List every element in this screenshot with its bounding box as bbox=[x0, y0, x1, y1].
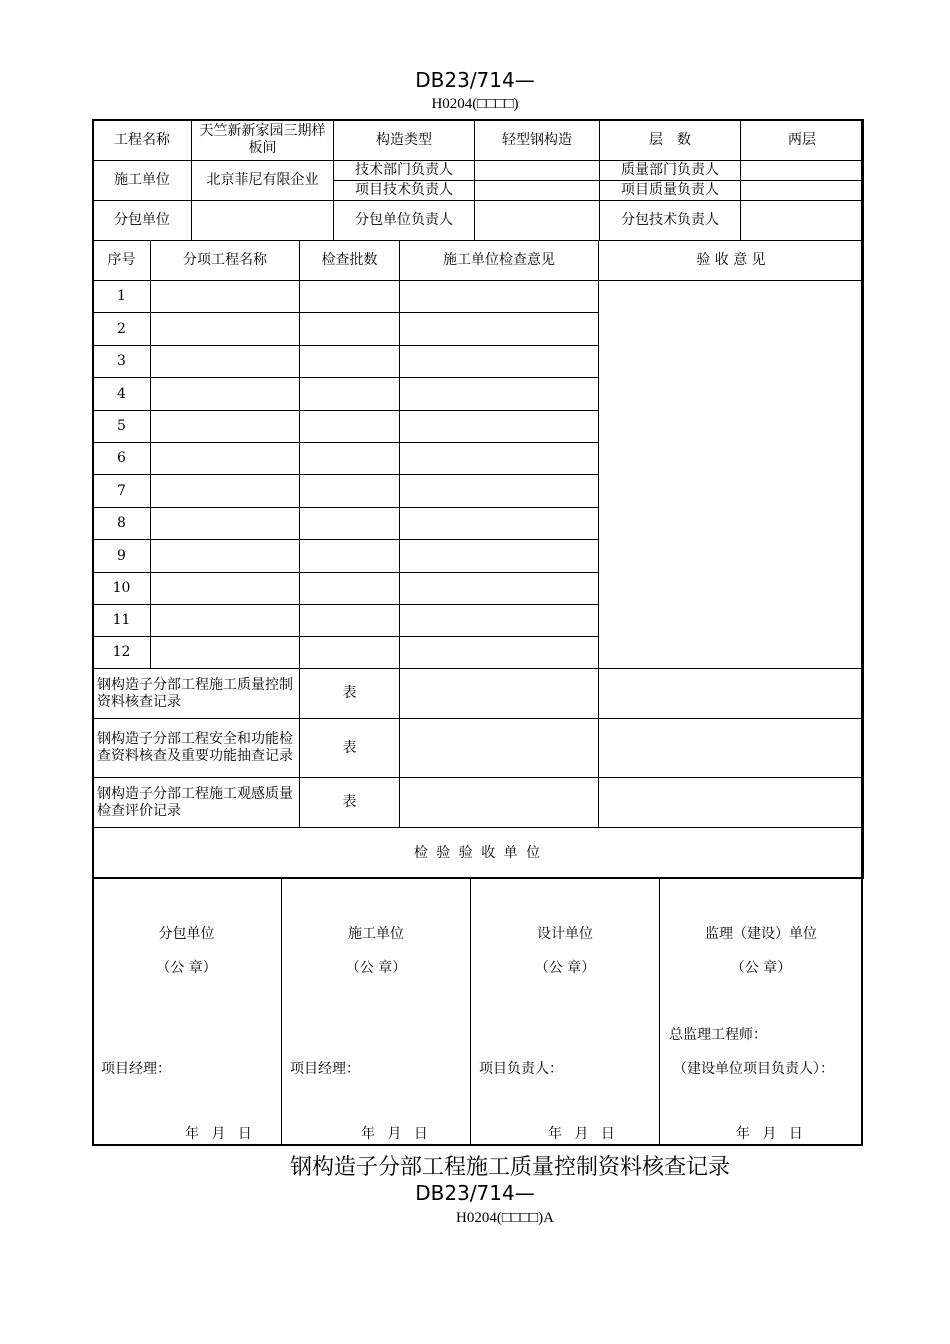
acceptance-units-title: 检 验 验 收 单 位 bbox=[93, 828, 864, 879]
footer-title: 钢构造子分部工程施工质量控制资料核查记录 bbox=[289, 1155, 730, 1180]
sub-tech-label: 分包技术负责人 bbox=[600, 201, 741, 241]
col-acceptance-opinion: 验 收 意 见 bbox=[599, 241, 864, 281]
sig-unit: 监理（建设）单位 bbox=[705, 926, 817, 942]
row-seq: 9 bbox=[93, 540, 151, 573]
row-seq: 10 bbox=[93, 573, 151, 605]
form-subcode: H0204(□□□□) bbox=[431, 96, 519, 112]
project-quality-label: 项目质量负责人 bbox=[600, 181, 741, 201]
row-seq: 8 bbox=[93, 508, 151, 540]
sig-date: 年 月 日 bbox=[185, 1126, 256, 1142]
col-item-name: 分项工程名称 bbox=[151, 241, 300, 281]
form-border bbox=[92, 119, 863, 1146]
col-seq: 序号 bbox=[93, 241, 151, 281]
record-unit: 表 bbox=[300, 778, 400, 828]
sig-role: 总监理工程师： bbox=[669, 1027, 767, 1043]
sig-role: 项目经理： bbox=[101, 1061, 171, 1077]
contractor-value: 北京菲尼有限企业 bbox=[192, 161, 334, 201]
sub-unit-label: 分包单位 bbox=[93, 201, 192, 241]
tech-head-label: 技术部门负责人 bbox=[334, 161, 475, 181]
sig-seal: （公 章） bbox=[730, 960, 792, 976]
contractor-label: 施工单位 bbox=[93, 161, 192, 201]
record-unit: 表 bbox=[300, 669, 400, 719]
record-unit: 表 bbox=[300, 719, 400, 778]
sig-date: 年 月 日 bbox=[361, 1126, 432, 1142]
row-seq: 4 bbox=[93, 378, 151, 411]
row-seq: 2 bbox=[93, 313, 151, 346]
row-seq: 6 bbox=[93, 443, 151, 475]
col-contractor-opinion: 施工单位检查意见 bbox=[400, 241, 599, 281]
sig-unit: 分包单位 bbox=[158, 926, 215, 942]
sig-seal: （公 章） bbox=[345, 960, 407, 976]
sub-head-label: 分包单位负责人 bbox=[334, 201, 475, 241]
project-name-label: 工程名称 bbox=[93, 120, 192, 161]
sig-date: 年 月 日 bbox=[736, 1126, 807, 1142]
row-seq: 7 bbox=[93, 475, 151, 508]
row-seq: 1 bbox=[93, 281, 151, 313]
sig-role: 项目负责人： bbox=[479, 1061, 563, 1077]
footer-subcode: H0204(□□□□)A bbox=[456, 1210, 554, 1226]
sig-unit: 施工单位 bbox=[348, 926, 404, 942]
row-seq: 5 bbox=[93, 411, 151, 443]
footer-code: DB23/714— bbox=[415, 1181, 535, 1205]
floors-label: 层 数 bbox=[600, 120, 741, 161]
row-seq: 12 bbox=[93, 637, 151, 669]
row-seq: 11 bbox=[93, 605, 151, 637]
col-batches: 检查批数 bbox=[300, 241, 400, 281]
sig-seal: （公 章） bbox=[156, 960, 217, 976]
project-name-value: 天竺新新家园三期样板间 bbox=[192, 120, 334, 161]
sig-date: 年 月 日 bbox=[548, 1126, 619, 1142]
sig-role: 项目经理： bbox=[290, 1061, 360, 1077]
record-name: 钢构造子分部工程施工质量控制资料核查记录 bbox=[93, 669, 300, 719]
quality-head-label: 质量部门负责人 bbox=[600, 161, 741, 181]
structure-type-label: 构造类型 bbox=[334, 120, 475, 161]
sig-seal: （公 章） bbox=[534, 960, 596, 976]
sig-unit: 设计单位 bbox=[537, 926, 593, 942]
record-name: 钢构造子分部工程施工观感质量检查评价记录 bbox=[93, 778, 300, 828]
sig-role-2: （建设单位项目负责人）： bbox=[673, 1061, 834, 1077]
project-tech-label: 项目技术负责人 bbox=[334, 181, 475, 201]
record-name: 钢构造子分部工程安全和功能检查资料核查及重要功能抽查记录 bbox=[93, 719, 300, 778]
floors-value: 两层 bbox=[741, 120, 864, 161]
row-seq: 3 bbox=[93, 346, 151, 378]
form-code: DB23/714— bbox=[415, 68, 535, 92]
structure-type-value: 轻型钢构造 bbox=[475, 120, 600, 161]
